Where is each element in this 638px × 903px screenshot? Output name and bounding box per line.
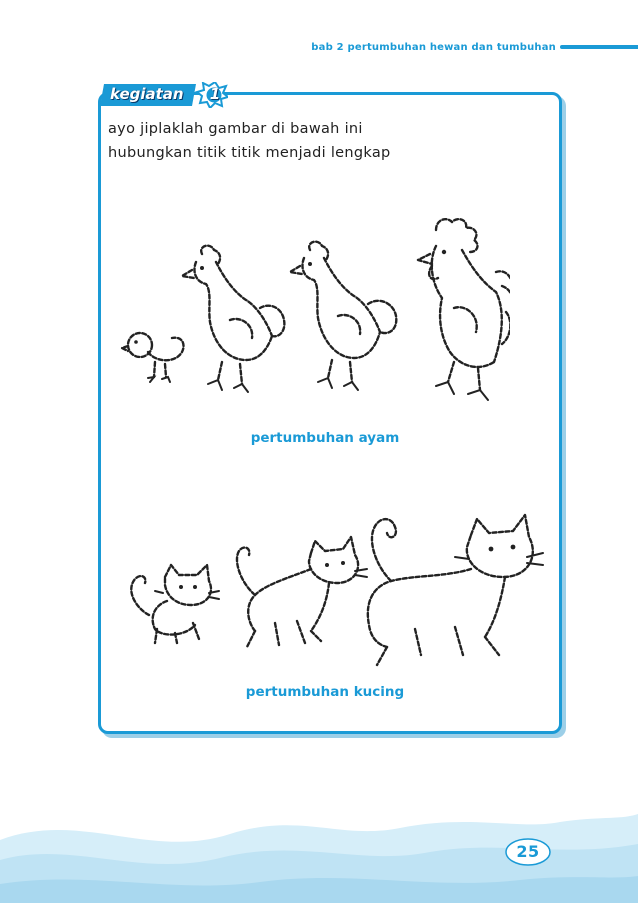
instruction-line-1: ayo jiplaklah gambar di bawah ini: [108, 121, 363, 137]
activity-tab-number: 1: [209, 85, 221, 103]
adult-cat-drawing: [368, 515, 543, 665]
kitten-drawing: [131, 565, 219, 643]
chapter-title: bab 2 pertumbuhan hewan dan tumbuhan: [311, 42, 556, 53]
instruction-line-2: hubungkan titik titik menjadi lengkap: [108, 145, 391, 161]
rooster-drawing: [418, 219, 510, 400]
chick-drawing: [122, 333, 184, 382]
header-accent-bar: [560, 45, 638, 49]
young-hen-drawing: [182, 246, 284, 392]
hen-drawing: [290, 242, 396, 390]
chicken-growth-caption: pertumbuhan ayam: [250, 430, 400, 446]
page-number: 25: [516, 842, 540, 861]
activity-tab: [98, 82, 228, 108]
cat-growth-caption: pertumbuhan kucing: [245, 684, 405, 700]
cat-growth-illustration: [115, 505, 555, 685]
activity-tab-label: kegiatan: [110, 85, 184, 103]
young-cat-drawing: [237, 537, 367, 647]
chapter-header: [0, 40, 638, 58]
chicken-growth-illustration: [110, 212, 510, 412]
